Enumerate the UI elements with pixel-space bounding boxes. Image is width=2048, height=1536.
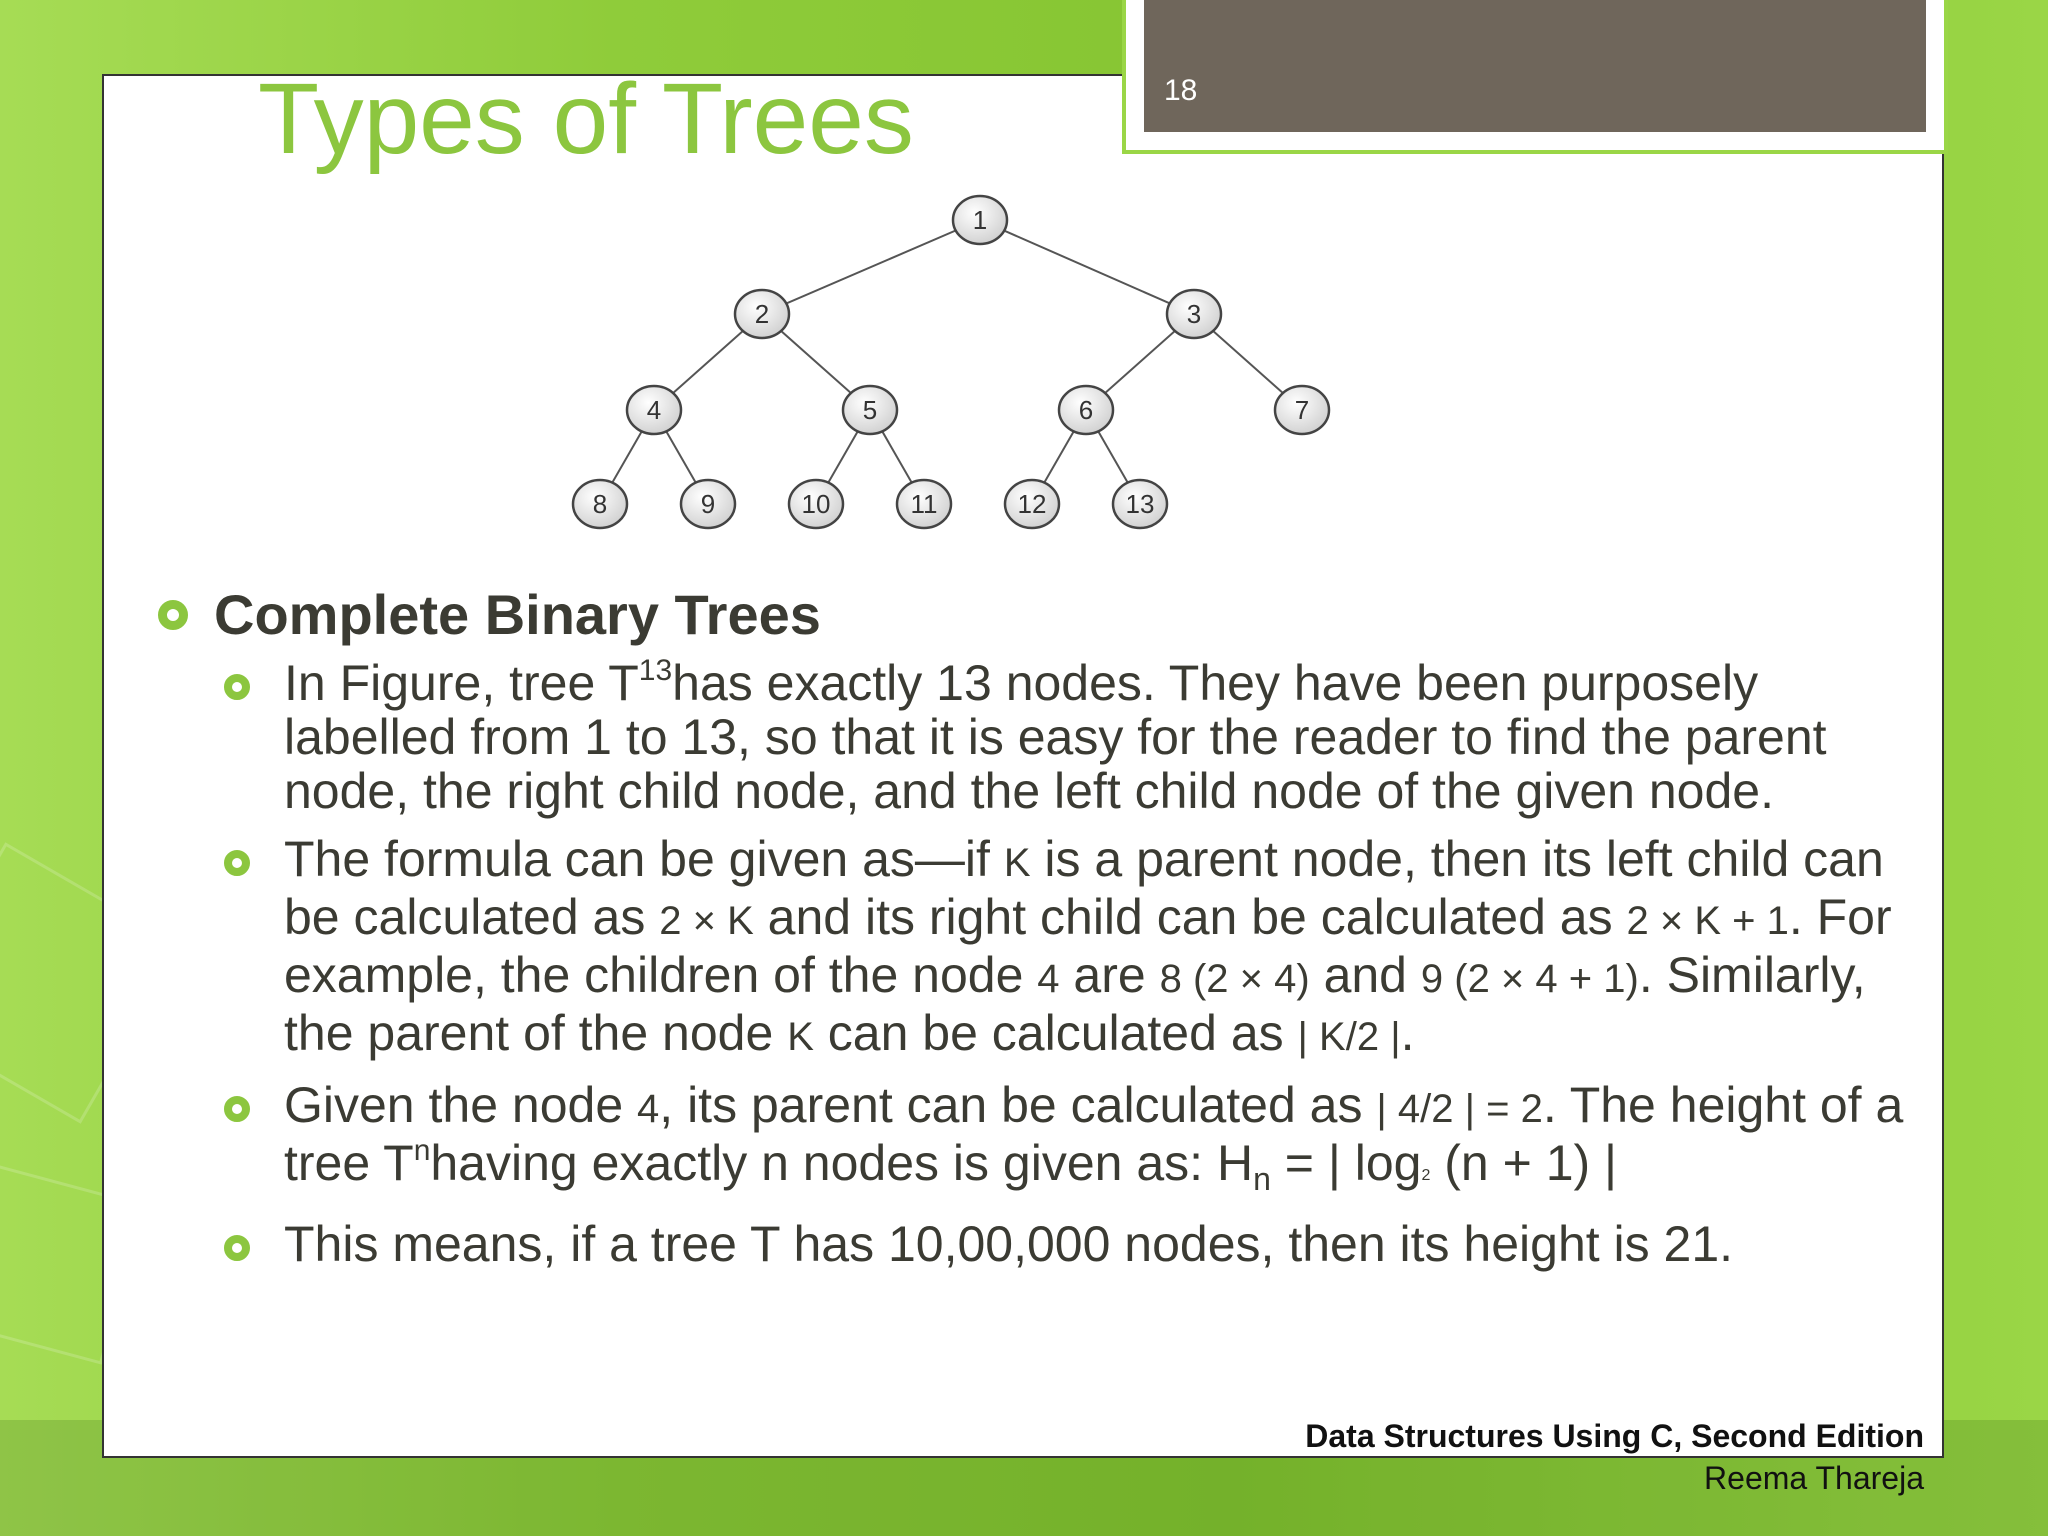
list-item-text: In Figure, tree $T^{13}has$ exactly 13 nodes. They have been purposely labelled from 1 to 13, so that it is easy for the reader to find the parent node, the right child node, and the left child node of the given node. [284, 654, 1827, 819]
list-item-text: Given the node 4, its parent can be calculated as | 4/2 | = 2. The height of a tree $T^nhaving$ exactly n nodes is given as: $H_n$ = | log2 (n + 1) | [284, 1077, 1904, 1197]
slide-number-box [1122, 0, 1948, 154]
binary-tree-figure [560, 190, 1340, 530]
tree-node [1167, 290, 1221, 338]
list-item-text: The formula can be given as—if K is a parent node, then its left child can be calculated as 2 × K and its right child can be calculated as 2 × K + 1. For example, the children of the node 4 are 8 (2 × 4) and 9 (2 × 4 + 1). Similarly, the parent of the node K can be calculated as | K/2 |. [284, 831, 1892, 1061]
tree-node-label: 10 [801, 489, 831, 519]
tree-node [735, 290, 789, 338]
tree-node-label: 6 [1078, 395, 1094, 425]
tree-node [1275, 386, 1329, 434]
tree-node [1113, 480, 1167, 528]
tree-node-label: 9 [700, 489, 716, 519]
slide-number-panel [1144, 0, 1926, 132]
tree-node-label: 5 [862, 395, 878, 425]
tree-node-label: 13 [1125, 489, 1155, 519]
tree-node-label: 1 [972, 205, 988, 235]
tree-edge [762, 220, 980, 314]
bullet-list [224, 656, 1904, 1285]
list-item-text: This means, if a tree T has 10,00,000 nodes, then its height is 21. [284, 1216, 1734, 1272]
heading-text: Complete Binary Trees [214, 583, 821, 646]
tree-node-label: 11 [910, 489, 938, 519]
tree-node [843, 386, 897, 434]
bullet-icon [224, 850, 250, 876]
tree-node [1005, 480, 1059, 528]
tree-edges [600, 220, 1302, 504]
section-heading [158, 580, 821, 650]
tree-node-label: 2 [754, 299, 770, 329]
bullet-icon [224, 1096, 250, 1122]
tree-node-label: 4 [646, 395, 662, 425]
list-item [224, 1217, 1904, 1271]
tree-node [897, 480, 951, 528]
tree-node-label: 3 [1186, 299, 1202, 329]
tree-nodes [573, 196, 1329, 528]
tree-edge [980, 220, 1194, 314]
tree-node [953, 196, 1007, 244]
tree-node-label: 8 [592, 489, 608, 519]
tree-node [789, 480, 843, 528]
tree-node [627, 386, 681, 434]
tree-node [1059, 386, 1113, 434]
bullet-icon [224, 1235, 250, 1261]
tree-node-label: 7 [1294, 395, 1310, 425]
bullet-icon [158, 600, 188, 630]
footer-author: Reema Thareja [1704, 1460, 1924, 1496]
slide-title: Types of Trees [258, 63, 914, 175]
list-item [224, 1078, 1904, 1203]
list-item [224, 656, 1904, 818]
tree-node [681, 480, 735, 528]
slide-number: 18 [1164, 74, 1198, 107]
tree-node [573, 480, 627, 528]
list-item [224, 832, 1904, 1064]
tree-node-label: 12 [1017, 489, 1047, 519]
footer-book-title: Data Structures Using C, Second Edition [1305, 1418, 1924, 1454]
bullet-icon [224, 674, 250, 700]
